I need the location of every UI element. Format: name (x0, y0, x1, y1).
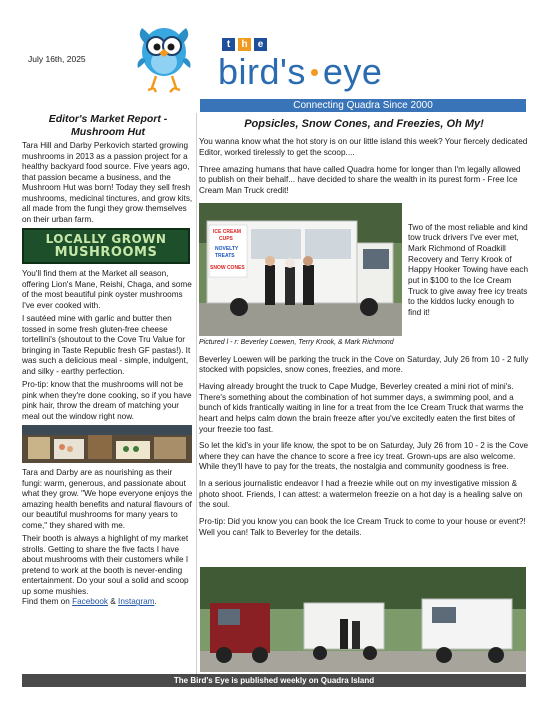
right-article (199, 113, 529, 544)
left-paragraph-6 (22, 534, 194, 608)
brand-the-h: h (238, 38, 251, 51)
right-paragraph-3: Beverley Loewen will be parking the truck in the Cove on Saturday, July 26 from 10 - 2 fully stocked with popsicles, snow cones, freezies, and more. (199, 354, 529, 375)
brand-word-eye: eye (322, 51, 383, 92)
left-paragraph-6-text: Their booth is always a highlight of my market strolls. Getting to share the five facts I have about mushrooms with their customers while I pretend to work at the booth is never-ending entertainment. Do your soul a solid and scoop up some mushies. (22, 534, 189, 596)
tow-trucks-photo (200, 567, 526, 672)
link-separator: & (108, 597, 119, 607)
right-paragraph-4: Having already brought the truck to Cape Mudge, Beverley created a mini riot of mini's. There's something about the combination of hot summer days, a swimming pool, and a bunch of kids frantically waiting in line for a treat from the Ice Cream Truck that warms the heart and helps calm down the brain freeze after you've excitedly eaten the first bites of your freezie too fast. (199, 381, 524, 434)
locally-grown-mushrooms-banner (22, 228, 190, 264)
left-paragraph-2: You'll find them at the Market all season, offering Lion's Mane, Reishi, Chaga, and some of the most beautiful pink oyster mushrooms I've ever cooked with. (22, 269, 192, 310)
bird-mascot-logo (132, 20, 196, 94)
brand-dot (311, 69, 318, 76)
truck-sign-line-3: NOVELTY (215, 245, 239, 252)
left-article-title: Editor's Market Report - Mushroom Hut (48, 113, 168, 138)
truck-sign-line-4: TREATS (215, 252, 235, 259)
brand-wordmark (218, 51, 383, 92)
find-suffix: . (154, 597, 157, 607)
right-paragraph-6: In a serious journalistic endeavor I had a freezie while out on my investigative mission & photo shoot. Friends, I can attest: a watermelon freezie on a hot day is a healing salve on the soul. (199, 479, 523, 510)
footer-bar: The Bird's Eye is published weekly on Quadra Island (22, 674, 526, 687)
brand-the-t: t (222, 38, 235, 51)
facebook-link[interactable]: Facebook (72, 597, 109, 607)
brand-word-birds: bird's (218, 51, 306, 92)
right-paragraph-5: So let the kid's in your life know, the spot to be on Saturday, July 26 from 10 - 2 is the Cove where they can have the chance to score a free icy treat. Grown-ups are also welcome. While they'll have to pay for the treats, the nostalgia and community goodness is free. (199, 441, 529, 472)
column-divider (196, 113, 197, 683)
market-stall-photo (22, 425, 192, 463)
find-prefix: Find them on (22, 597, 73, 607)
right-paragraph-7: Pro-tip: Did you know you can book the Ice Cream Truck to come to your house or event?! Well you can! Talk to Beverley for the details. (199, 517, 526, 537)
issue-date: July 16th, 2025 (28, 54, 86, 64)
left-paragraph-1: Tara Hill and Darby Perkovich started growing mushrooms in 2013 as a passion project for a healthy backyard food source. Five years ago, that passion became a business, and the Mushroom Hut was born! Today they sell fresh mushrooms, medicinal tinctures, and grow kits, all made from the fungi they grow themselves on their urban farm. (22, 141, 193, 224)
left-paragraph-5: Tara and Darby are as nourishing as their fungi: warm, generous, and passionate about what they grow. "We hope everyone enjoys the amazing health benefits and natural flavours of our beautiful mushrooms for many years to come," they shared with me. (22, 468, 193, 530)
ice-cream-truck-photo (199, 203, 402, 336)
banner-line-2: MUSHROOMS (54, 244, 158, 260)
left-paragraph-4: Pro-tip: know that the mushrooms will not be pink when they're done cooking, so if you have pink hair, throw the dream of matching your meal out the window right now. (22, 380, 192, 421)
left-article (22, 113, 194, 611)
right-paragraph-2: Three amazing humans that have called Quadra home for longer than I'm legally allowed to publish on their behalf... have decided to share the wealth in its purest form - Free Ice Cream Man Truck credit! (199, 164, 521, 195)
truck-photo-row (199, 203, 529, 351)
right-paragraph-1: You wanna know what the hot story is on our little island this week? Your fiercely dedicated Editor, worked tirelessly to get the scoop.... (199, 137, 528, 157)
banner-line-1: LOCALLY GROWN (45, 232, 167, 247)
brand-the (222, 38, 267, 51)
photo-caption: Pictured l - r: Beverley Loewen, Terry Krook, & Mark Richmond (199, 338, 394, 346)
brand-the-e: e (254, 38, 267, 51)
masthead (212, 32, 522, 94)
truck-side-text: Two of the most reliable and kind tow truck drivers I've ever met, Mark Richmond of Roadkill Recovery and Terry Krook of Happy Hooker Towing have each put in $100 to the Ice Cream Truck to give away free icy treats to the kiddos lucky enough to find it! (408, 222, 529, 317)
left-paragraph-3: I sautéed mine with garlic and butter then tossed in some fresh gluten-free cheese tortellini's (shoutout to the Cove Tru Value for bringing in Taste Republic fresh GF pastas!). It was such a delicious meal - simple, indulgent, and silky - earthy perfection. (22, 314, 191, 376)
tagline-bar: Connecting Quadra Since 2000 (200, 99, 526, 112)
right-article-title: Popsicles, Snow Cones, and Freezies, Oh My! (244, 118, 484, 130)
instagram-link[interactable]: Instagram (118, 597, 155, 607)
truck-sign-line-1: ICE CREAM (213, 228, 242, 235)
truck-sign-line-2: CUPS (219, 235, 233, 242)
truck-sign-line-5: SNOW CONES (210, 264, 245, 271)
